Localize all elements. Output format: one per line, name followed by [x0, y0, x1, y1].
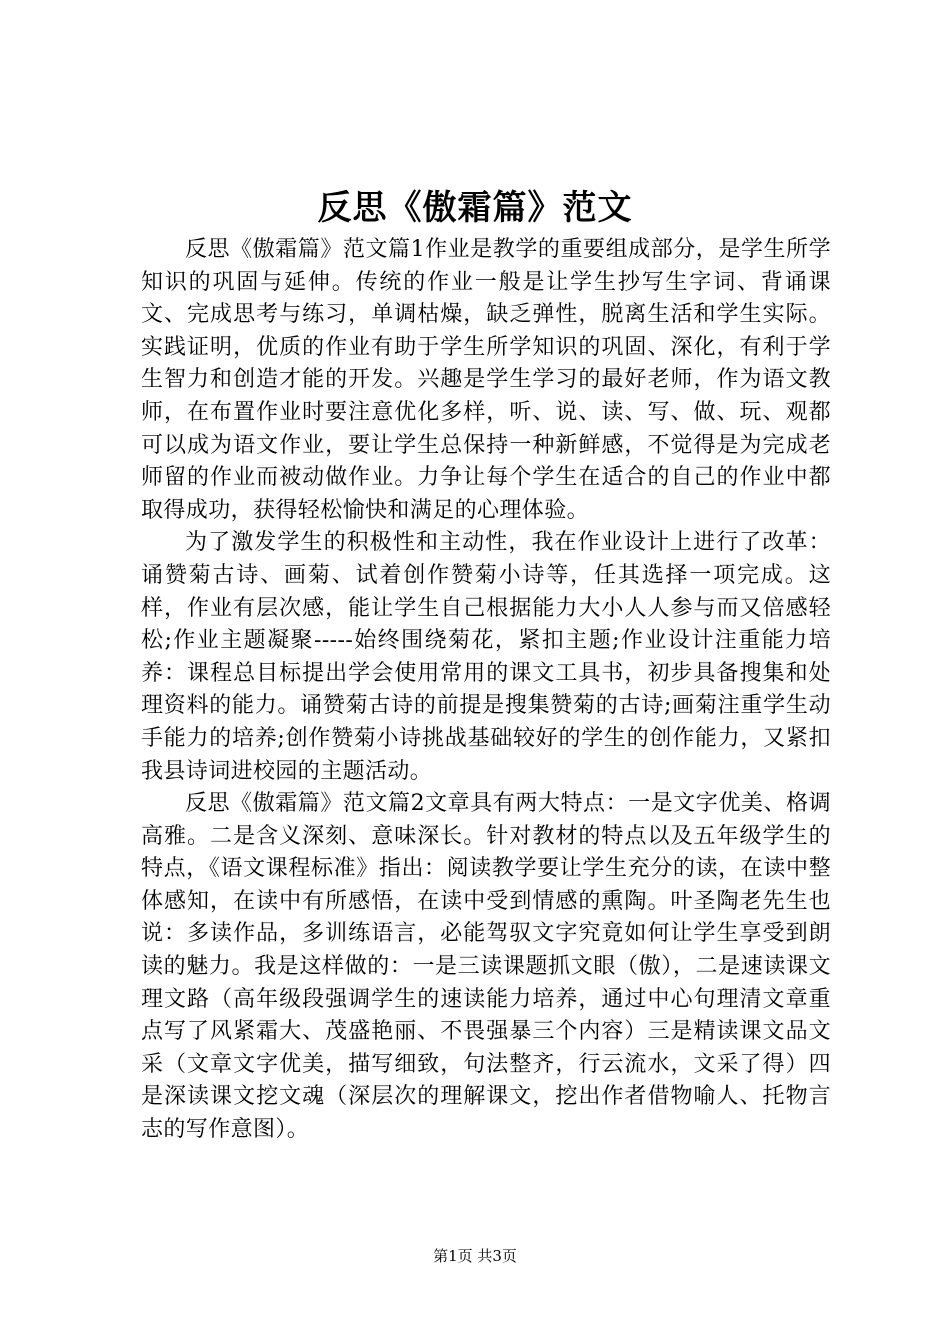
document-body — [141, 234, 831, 1147]
paragraph-2: 为了激发学生的积极性和主动性，我在作业设计上进行了改革：诵赞菊古诗、画菊、试着创作赞菊小诗等，任其选择一项完成。这样，作业有层次感，能让学生自己根据能力大小人人参与而又倍感轻松;作业主题凝聚-----始终围绕菊花，紧扣主题;作业设计注重能力培养：课程总目标提出学会使用常用的课文工具书，初步具备搜集和处理资料的能力。诵赞菊古诗的前提是搜集赞菊的古诗;画菊注重学生动手能力的培养;创作赞菊小诗挑战基础较好的学生的创作能力，又紧扣我县诗词进校园的主题活动。 — [141, 530, 831, 784]
document-title: 反思《傲霜篇》范文 — [317, 188, 633, 228]
paragraph-1: 反思《傲霜篇》范文篇1作业是教学的重要组成部分，是学生所学知识的巩固与延伸。传统的作业一般是让学生抄写生字词、背诵课文、完成思考与练习，单调枯燥，缺乏弹性，脱离生活和学生实际。实践证明，优质的作业有助于学生所学知识的巩固、深化，有利于学生智力和创造才能的开发。兴趣是学生学习的最好老师，作为语文教师，在布置作业时要注意优化多样，听、说、读、写、做、玩、观都可以成为语文作业，要让学生总保持一种新鲜感，不觉得是为完成老师留的作业而被动做作业。力争让每个学生在适合的自己的作业中都取得成功，获得轻松愉快和满足的心理体验。 — [141, 237, 831, 523]
paragraph-3: 反思《傲霜篇》范文篇2文章具有两大特点：一是文字优美、格调高雅。二是含义深刻、意味深长。针对教材的特点以及五年级学生的特点，《语文课程标准》指出：阅读教学要让学生充分的读，在读中整体感知，在读中有所感悟，在读中受到情感的熏陶。叶圣陶老先生也说：多读作品，多训练语言，必能驾驭文字究竟如何让学生享受到朗读的魅力。我是这样做的：一是三读课题抓文眼（傲），二是速读课文理文路（高年级段强调学生的速读能力培养，通过中心句理清文章重点写了风紧霜大、茂盛艳丽、不畏强暴三个内容）三是精读课文品文采（文章文字优美，描写细致，句法整齐，行云流水，文采了得）四是深读课文挖文魂（深层次的理解课文，挖出作者借物喻人、托物言志的写作意图）。 — [141, 791, 831, 1143]
page-number-footer: 第1页 共3页 — [433, 1247, 517, 1265]
